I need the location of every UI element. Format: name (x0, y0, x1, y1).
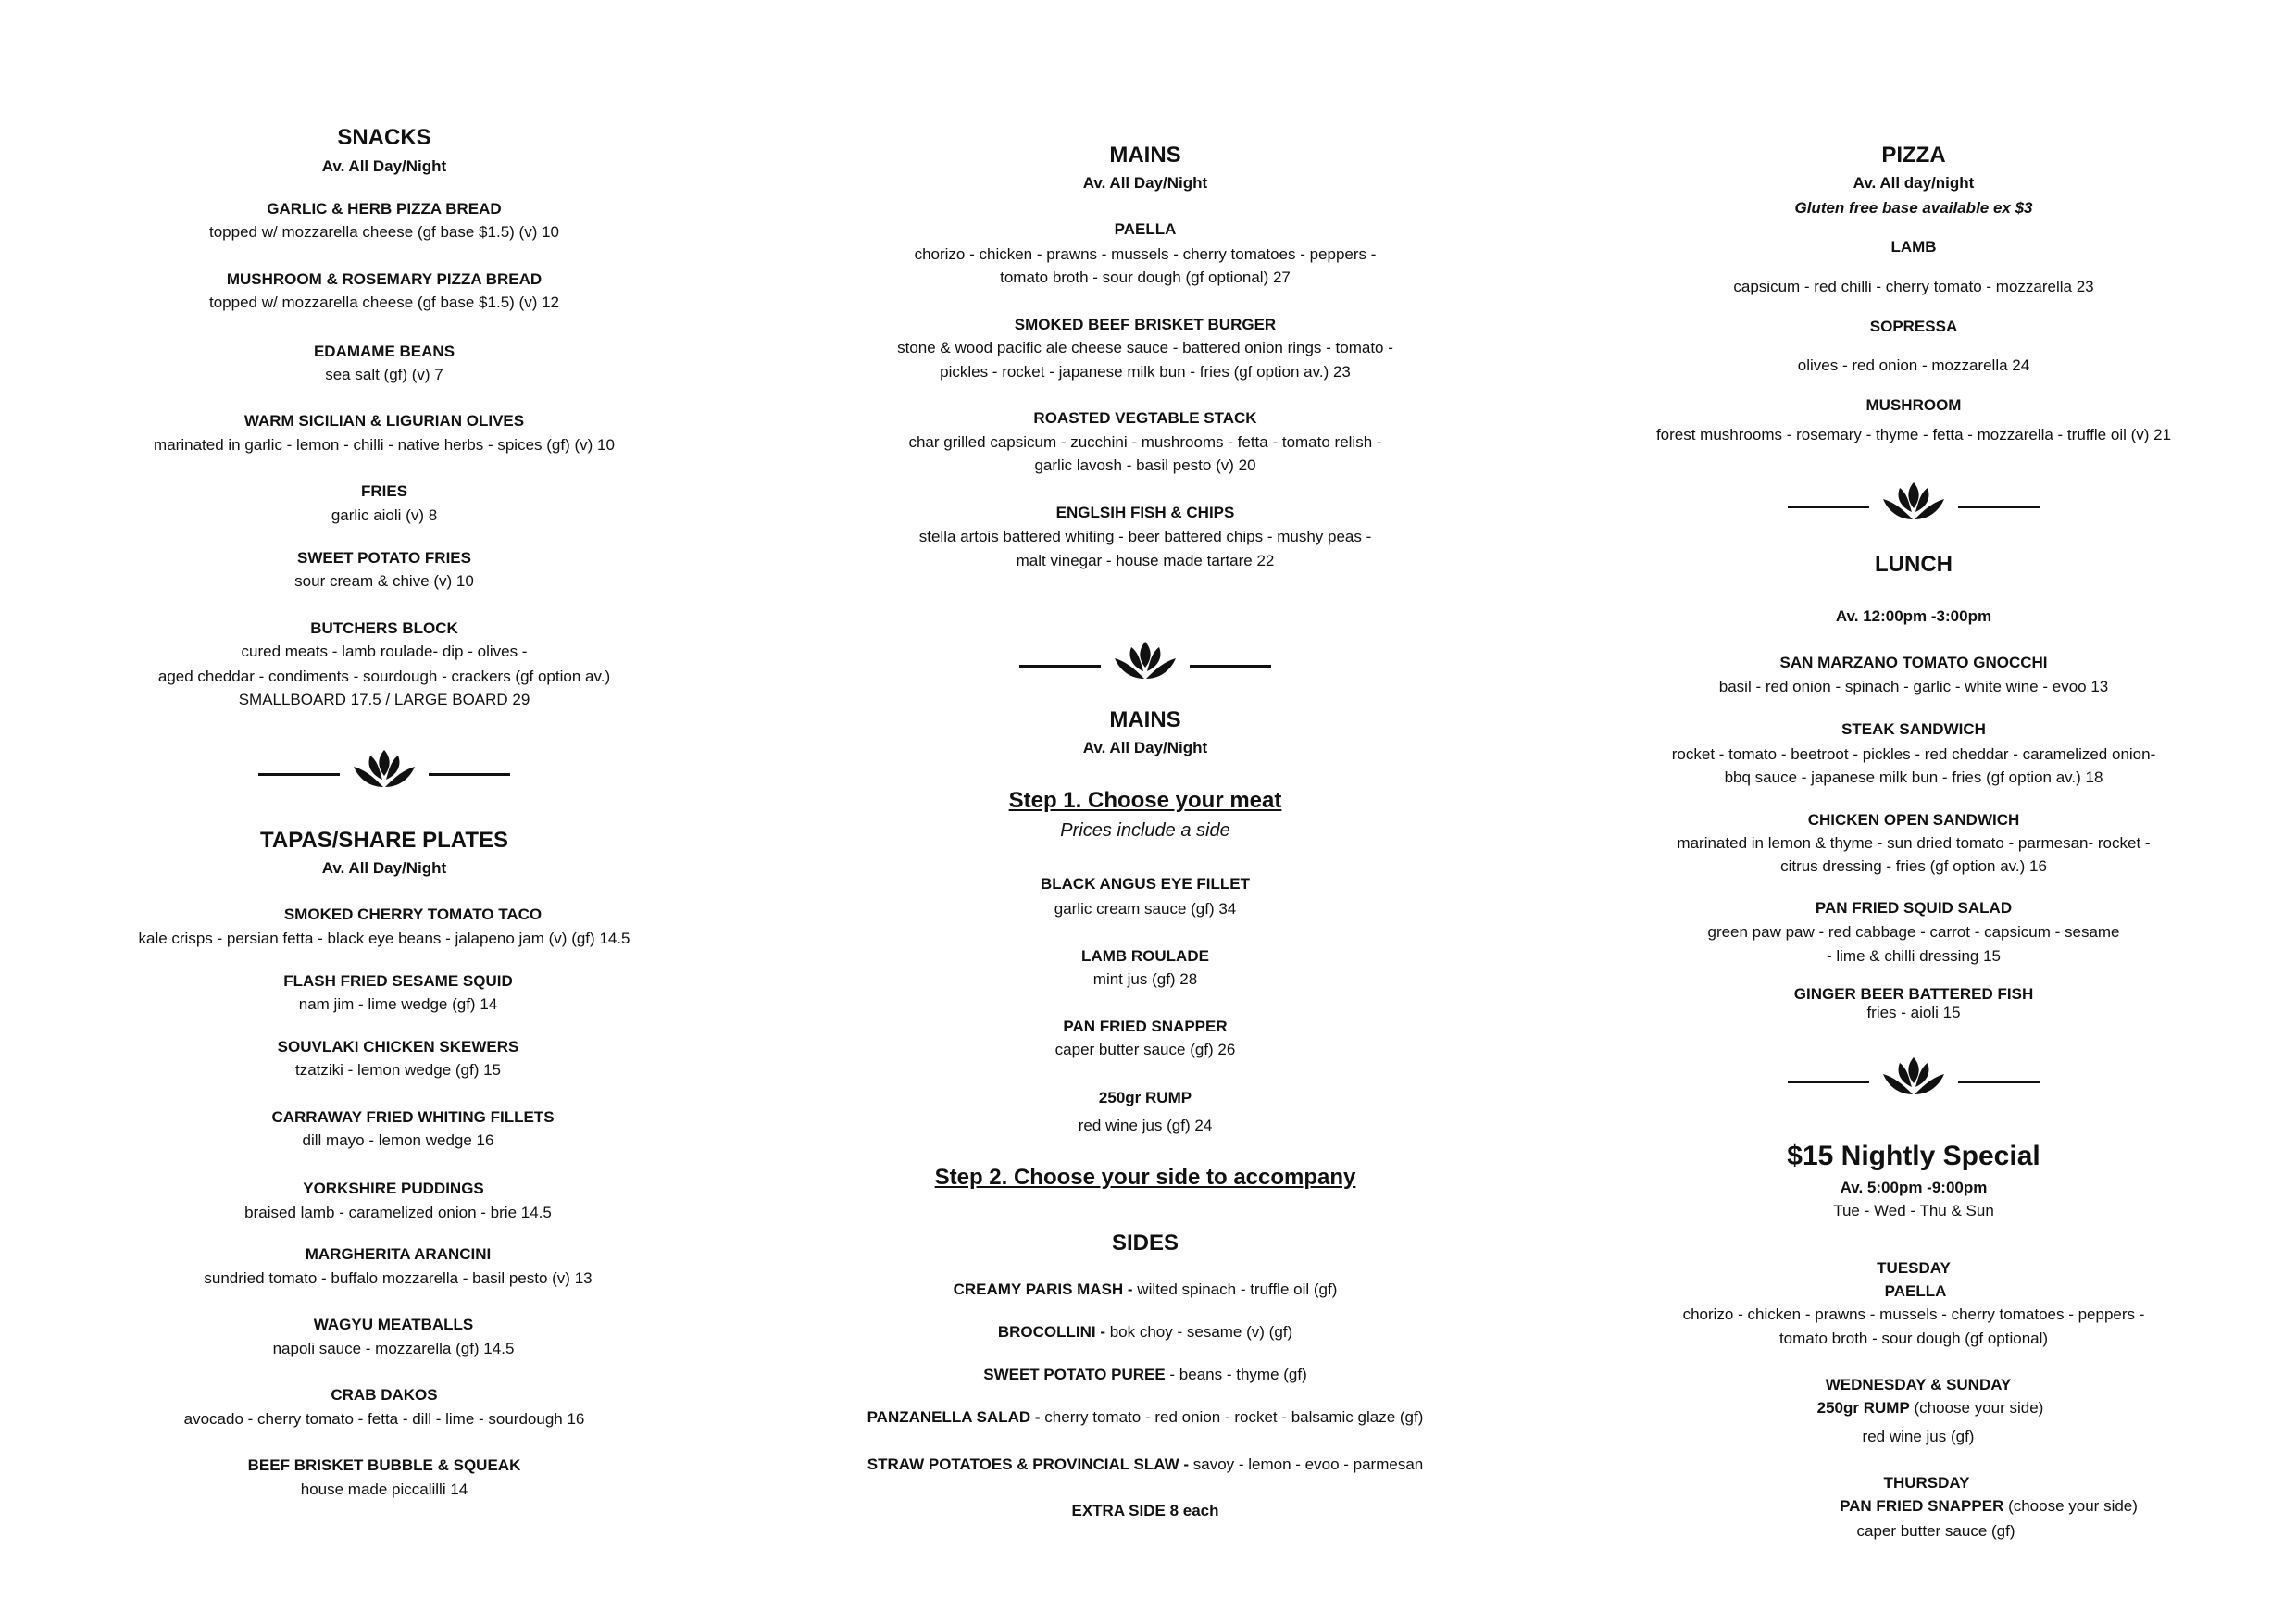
menu-item-desc: capsicum - red chilli - cherry tomato - mozzarella 23 (1733, 278, 2094, 295)
mains2-availability: Av. All Day/Night (1082, 739, 1208, 756)
menu-item-desc: stella artois battered whiting - beer battered chips - mushy peas - (918, 528, 1372, 545)
menu-item-name: WAGYU MEATBALLS (313, 1316, 474, 1333)
menu-item-desc: sundried tomato - buffalo mozzarella - basil pesto (v) 13 (204, 1269, 593, 1287)
side-name: SWEET POTATO PUREE (983, 1366, 1166, 1383)
menu-item-desc: citrus dressing - fries (gf option av.) 16 (1780, 857, 2047, 875)
menu-item-name: GINGER BEER BATTERED FISH (1793, 985, 2034, 1003)
lotus-divider (1788, 481, 2040, 521)
menu-item-name: PAELLA (1114, 220, 1177, 238)
side-name: BROCOLLINI - (997, 1323, 1105, 1341)
menu-item-name: CARRAWAY FRIED WHITING FILLETS (271, 1108, 555, 1126)
menu-item-desc: dill mayo - lemon wedge 16 (302, 1131, 494, 1149)
menu-item-desc: mint jus (gf) 28 (1092, 970, 1198, 988)
menu-item-name: SMOKED CHERRY TOMATO TACO (283, 906, 543, 923)
lotus-icon (1113, 640, 1178, 681)
side-desc: bok choy - sesame (v) (gf) (1104, 1323, 1293, 1341)
special-days: Tue - Wed - Thu & Sun (1833, 1202, 1994, 1219)
lunch-availability: Av. 12:00pm -3:00pm (1835, 607, 1992, 625)
menu-item-name: SWEET POTATO FRIES (297, 549, 471, 567)
menu-item-desc: napoli sauce - mozzarella (gf) 14.5 (272, 1340, 515, 1357)
menu-item-desc: SMALLBOARD 17.5 / LARGE BOARD 29 (238, 691, 530, 708)
menu-item-desc: garlic lavosh - basil pesto (v) 20 (1034, 456, 1256, 474)
menu-item-name: GARLIC & HERB PIZZA BREAD (267, 200, 502, 218)
menu-item-name: EDAMAME BEANS (313, 343, 455, 360)
tapas-availability: Av. All Day/Night (321, 859, 447, 877)
menu-item-name: MUSHROOM (1866, 396, 1962, 414)
side-desc: - beans - thyme (gf) (1165, 1366, 1307, 1383)
menu-item-desc: chorizo - chicken - prawns - mussels - cherry tomatoes - peppers - (914, 245, 1377, 263)
side-desc: cherry tomato - red onion - rocket - balsamic glaze (gf) (1040, 1408, 1424, 1426)
menu-item-name: STEAK SANDWICH (1841, 720, 1986, 738)
menu-item-name: BUTCHERS BLOCK (310, 619, 458, 637)
mains2-title: MAINS (1109, 707, 1181, 732)
sides-title: SIDES (1111, 1230, 1179, 1255)
menu-item-name: SOPRESSA (1869, 318, 1958, 335)
menu-item-desc: marinated in garlic - lemon - chilli - native herbs - spices (gf) (v) 10 (154, 436, 615, 454)
mains-title: MAINS (1109, 143, 1181, 168)
menu-item-name: LAMB (1890, 238, 1937, 256)
side-item (983, 1365, 1307, 1385)
special-item (1817, 1398, 2044, 1418)
side-item (954, 1280, 1338, 1300)
menu-item-name: LAMB ROULADE (1081, 947, 1209, 965)
menu-item-desc: sour cream & chive (v) 10 (294, 572, 474, 590)
special-day: TUESDAY (1877, 1259, 1951, 1277)
special-day: THURSDAY (1883, 1474, 1970, 1492)
menu-item-desc: kale crisps - persian fetta - black eye beans - jalapeno jam (v) (gf) 14.5 (138, 930, 630, 947)
snacks-availability: Av. All Day/Night (321, 157, 447, 175)
lunch-title: LUNCH (1875, 552, 1953, 577)
side-name: STRAW POTATOES & PROVINCIAL SLAW - (867, 1455, 1190, 1473)
menu-item-desc: marinated in lemon & thyme - sun dried tomato - parmesan- rocket - (1677, 834, 2151, 852)
mains-availability: Av. All Day/Night (1082, 174, 1208, 192)
menu-item-name: CRAB DAKOS (331, 1386, 438, 1404)
menu-item-desc: pickles - rocket - japanese milk bun - fries (gf option av.) 23 (940, 363, 1351, 381)
snacks-title: SNACKS (337, 125, 431, 150)
menu-item-desc: malt vinegar - house made tartare 22 (1016, 552, 1275, 569)
special-availability: Av. 5:00pm -9:00pm (1840, 1179, 1988, 1196)
menu-item-name: PAN FRIED SNAPPER (1063, 1018, 1228, 1035)
menu-item-desc: forest mushrooms - rosemary - thyme - fetta - mozzarella - truffle oil (v) 21 (1655, 426, 2172, 443)
menu-item-name: BLACK ANGUS EYE FILLET (1040, 875, 1251, 893)
lotus-icon (1881, 481, 1946, 521)
pizza-title: PIZZA (1881, 143, 1946, 168)
menu-item-name: CHICKEN OPEN SANDWICH (1807, 811, 2020, 829)
menu-item-desc: red wine jus (gf) (1862, 1428, 1975, 1445)
side-item (998, 1322, 1292, 1343)
menu-item-name: FLASH FRIED SESAME SQUID (283, 972, 513, 990)
tapas-title: TAPAS/SHARE PLATES (259, 828, 509, 853)
side-item (867, 1455, 1423, 1475)
menu-item-name: WARM SICILIAN & LIGURIAN OLIVES (243, 412, 525, 430)
menu-item-desc: tomato broth - sour dough (gf optional) (1778, 1330, 2049, 1347)
menu-item-name: 250gr RUMP (1098, 1089, 1192, 1106)
menu-item-desc: house made piccalilli 14 (300, 1480, 468, 1498)
pizza-gf-note: Gluten free base available ex $3 (1794, 199, 2033, 217)
menu-item-name: PAN FRIED SNAPPER (1840, 1497, 2004, 1515)
menu-item-name: BEEF BRISKET BUBBLE & SQUEAK (247, 1456, 521, 1474)
menu-item-desc: nam jim - lime wedge (gf) 14 (298, 995, 498, 1013)
menu-item-desc: char grilled capsicum - zucchini - mushrooms - fetta - tomato relish - (908, 433, 1382, 451)
menu-item-desc: sea salt (gf) (v) 7 (325, 366, 443, 383)
lotus-divider (1788, 1056, 2040, 1096)
lotus-divider (258, 748, 510, 789)
menu-item-name: PAN FRIED SQUID SALAD (1815, 899, 2013, 917)
menu-item-desc: basil - red onion - spinach - garlic - white wine - evoo 13 (1718, 678, 2109, 695)
menu-item-desc: tzatziki - lemon wedge (gf) 15 (294, 1061, 502, 1079)
menu-item-name: MARGHERITA ARANCINI (305, 1245, 492, 1263)
menu-item-note: (choose your side) (2003, 1497, 2138, 1515)
menu-item-name: MUSHROOM & ROSEMARY PIZZA BREAD (226, 270, 543, 288)
menu-item-desc: cured meats - lamb roulade- dip - olives - (241, 643, 528, 660)
menu-item-desc: garlic cream sauce (gf) 34 (1054, 900, 1237, 918)
menu-item-desc: braised lamb - caramelized onion - brie 14.5 (244, 1204, 552, 1221)
side-item (867, 1407, 1424, 1428)
side-desc: savoy - lemon - evoo - parmesan (1189, 1455, 1424, 1473)
menu-item-desc: caper butter sauce (gf) (1856, 1522, 2015, 1540)
menu-item-desc: green paw paw - red cabbage - carrot - capsicum - sesame (1707, 923, 2120, 941)
menu-item-name: FRIES (360, 482, 408, 500)
lotus-divider (1019, 640, 1271, 681)
menu-item-desc: chorizo - chicken - prawns - mussels - cherry tomatoes - peppers - (1682, 1305, 2145, 1323)
side-desc: wilted spinach - truffle oil (gf) (1132, 1280, 1338, 1298)
menu-item-desc: garlic aioli (v) 8 (331, 506, 438, 524)
menu-item-name: PAELLA (1884, 1282, 1947, 1300)
menu-item-desc: aged cheddar - condiments - sourdough - crackers (gf option av.) (157, 668, 611, 685)
special-day: WEDNESDAY & SUNDAY (1825, 1376, 2012, 1393)
menu-item-desc: tomato broth - sour dough (gf optional) 27 (1000, 269, 1291, 286)
menu-item-desc: olives - red onion - mozzarella 24 (1797, 356, 2030, 374)
menu-item-desc: fries - aioli 15 (1866, 1004, 1961, 1021)
menu-item-name: 250gr RUMP (1816, 1399, 1910, 1417)
menu-item-name: ENGLSIH FISH & CHIPS (1055, 504, 1235, 521)
menu-item-desc: stone & wood pacific ale cheese sauce - battered onion rings - tomato - (897, 339, 1393, 356)
menu-item-desc: - lime & chilli dressing 15 (1826, 947, 2002, 965)
side-name: PANZANELLA SALAD - (867, 1408, 1041, 1426)
menu-item-desc: bbq sauce - japanese milk bun - fries (gf option av.) 18 (1724, 768, 2103, 786)
menu-item-desc: rocket - tomato - beetroot - pickles - red cheddar - caramelized onion- (1671, 745, 2156, 763)
menu-item-name: YORKSHIRE PUDDINGS (303, 1180, 484, 1197)
pizza-availability: Av. All day/night (1853, 174, 1975, 192)
menu-item-name: SOUVLAKI CHICKEN SKEWERS (277, 1038, 519, 1056)
step1-heading: Step 1. Choose your meat (1008, 788, 1282, 813)
special-item (1840, 1496, 2138, 1517)
menu-item-desc: red wine jus (gf) 24 (1078, 1117, 1213, 1134)
step2-heading: Step 2. Choose your side to accompany (934, 1165, 1356, 1190)
menu-item-desc: caper butter sauce (gf) 26 (1054, 1041, 1236, 1058)
lotus-icon (1881, 1056, 1946, 1096)
menu-item-note: (choose your side) (1909, 1399, 2044, 1417)
menu-item-name: ROASTED VEGTABLE STACK (1033, 409, 1257, 427)
menu-item-name: SMOKED BEEF BRISKET BURGER (1014, 316, 1277, 333)
lotus-icon (352, 748, 417, 789)
step1-note: Prices include a side (1060, 820, 1230, 841)
menu-item-desc: topped w/ mozzarella cheese (gf base $1.5) (v) 10 (209, 223, 559, 241)
menu-item-name: SAN MARZANO TOMATO GNOCCHI (1779, 654, 2048, 671)
extra-side-note: EXTRA SIDE 8 each (1071, 1502, 1219, 1519)
menu-item-desc: topped w/ mozzarella cheese (gf base $1.5) (v) 12 (209, 294, 559, 311)
side-name: CREAMY PARIS MASH - (953, 1280, 1133, 1298)
special-title: $15 Nightly Special (1787, 1141, 2040, 1171)
menu-item-desc: avocado - cherry tomato - fetta - dill - lime - sourdough 16 (183, 1410, 585, 1428)
